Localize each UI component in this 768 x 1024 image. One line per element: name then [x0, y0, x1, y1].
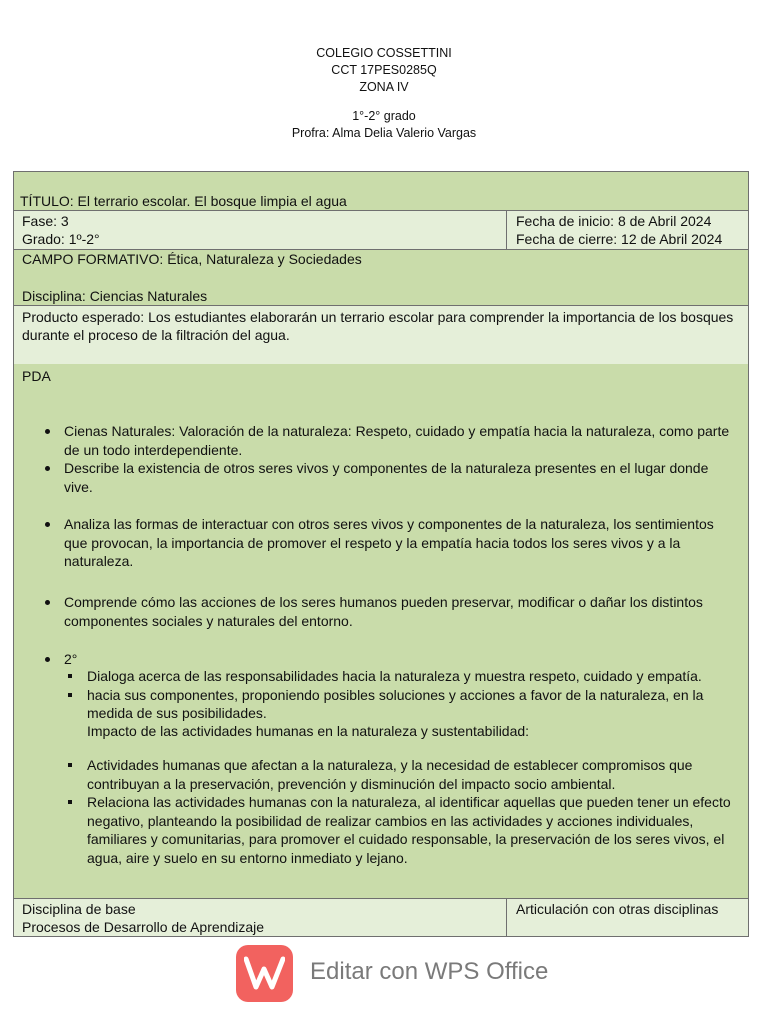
- pda-list-1: [14, 422, 740, 496]
- pda-list-2: [14, 515, 740, 571]
- procesos-label: Procesos de Desarrollo de Aprendizaje: [22, 919, 265, 935]
- sub-heading: Impacto de las actividades humanas en la naturaleza y sustentabilidad:: [87, 723, 530, 739]
- pda-section: [14, 364, 748, 898]
- teacher-name: Profra: Alma Delia Valerio Vargas: [291, 126, 477, 140]
- pda-list-4: [14, 650, 740, 669]
- list-item: Analiza las formas de interactuar con otros seres vivos y componentes de la naturaleza, los sentimientos que provocan, la importancia de promover el respeto y la empatía hacia todos los seres vivos y a la naturaleza.: [14, 515, 740, 571]
- title-row: TÍTULO: El terrario escolar. El bosque limpia el agua: [20, 193, 347, 209]
- list-item: 2°: [14, 650, 740, 669]
- sub-list-a: [14, 667, 767, 723]
- pda-label: PDA: [22, 368, 51, 384]
- list-item: Actividades humanas que afectan a la naturaleza, y la necesidad de establecer compromisos que contribuyan a la preservación, prevención y disminución del impacto socio ambiental.: [14, 756, 747, 793]
- disciplina-value: Disciplina: Ciencias Naturales: [22, 288, 208, 304]
- school-name: COLEGIO COSSETTINI: [316, 46, 452, 60]
- list-item: Comprende cómo las acciones de los seres humanos pueden preservar, modificar o dañar los distintos componentes sociales y naturales del entorno.: [14, 593, 740, 630]
- document-header: [0, 45, 768, 142]
- articulacion-label: Articulación con otras disciplinas: [516, 901, 719, 917]
- producto-row: [14, 306, 748, 364]
- start-date: Fecha de inicio: 8 de Abril 2024: [516, 213, 712, 229]
- list-item: Dialoga acerca de las responsabilidades hacia la naturaleza y muestra respeto, cuidado y empatía.: [14, 667, 767, 686]
- list-item: Describe la existencia de otros seres vivos y componentes de la naturaleza presentes en el lugar donde vive.: [14, 459, 740, 496]
- school-zone: ZONA IV: [359, 80, 409, 94]
- school-cct: CCT 17PES0285Q: [331, 63, 437, 77]
- grade-label: 1°-2° grado: [352, 109, 416, 123]
- bottom-row: [14, 899, 748, 936]
- edit-with-wps-link[interactable]: Editar con WPS Office: [310, 958, 549, 985]
- grado-value: Grado: 1º-2°: [22, 231, 100, 247]
- sub-list-b: [14, 756, 747, 867]
- list-item: hacia sus componentes, proponiendo posibles soluciones y acciones a favor de la naturaleza, en la medida de sus posibilidades.: [14, 686, 747, 723]
- pda-list-3: [14, 593, 740, 630]
- phase-row: [14, 211, 748, 249]
- end-date: Fecha de cierre: 12 de Abril 2024: [516, 231, 723, 247]
- wps-office-logo-icon[interactable]: [236, 945, 293, 1002]
- producto-esperado: Producto esperado: Los estudiantes elaborarán un terrario escolar para comprender la importancia de los bosques durante el proceso de la filtración del agua.: [22, 309, 734, 343]
- campo-row: [14, 250, 748, 305]
- list-item: Cienas Naturales: Valoración de la naturaleza: Respeto, cuidado y empatía hacia la naturaleza, como parte de un todo interdependiente.: [14, 422, 740, 459]
- list-item: Relaciona las actividades humanas con la naturaleza, al identificar aquellas que pueden tener un efecto negativo, planteando la posibilidad de realizar cambios en las actividades y acciones individuales, familiares y comunitarias, para promover el cuidado responsable, la preservación de los seres vivos, el agua, aire y suelo en su entorno inmediato y lejano.: [14, 793, 747, 867]
- fase-value: Fase: 3: [22, 213, 69, 229]
- wps-edit-banner[interactable]: [0, 945, 768, 1005]
- campo-formativo: CAMPO FORMATIVO: Ética, Naturaleza y Sociedades: [22, 251, 362, 267]
- disciplina-base: Disciplina de base: [22, 901, 136, 917]
- planning-table: [13, 171, 749, 937]
